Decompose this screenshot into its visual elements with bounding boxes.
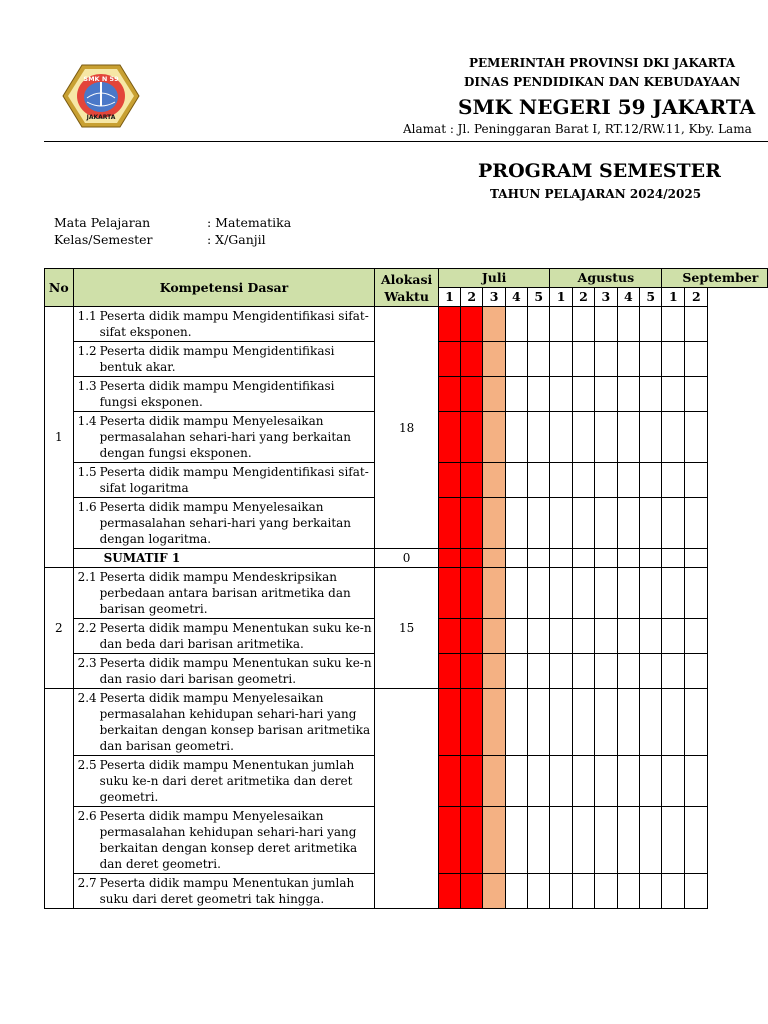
- spacer-cell: [708, 654, 768, 689]
- week-cell: [528, 619, 550, 654]
- kd-number: 1.3: [77, 379, 97, 393]
- week-cell: [685, 807, 708, 874]
- week-cell: [483, 463, 505, 498]
- week-cell: [438, 756, 460, 807]
- week-cell: [572, 549, 594, 568]
- header-week: 1: [438, 288, 460, 307]
- week-cell: [505, 807, 527, 874]
- week-cell: [595, 756, 617, 807]
- kd-cell: [73, 874, 375, 909]
- week-cell: [528, 874, 550, 909]
- kd-text: Peserta didik mampu Menentukan jumlah suku dari deret geometri tak hingga.: [99, 876, 355, 906]
- week-cell: [640, 412, 662, 463]
- week-cell: [662, 756, 685, 807]
- week-cell: [640, 874, 662, 909]
- kd-cell: [73, 568, 375, 619]
- header-week: 3: [595, 288, 617, 307]
- week-cell: [438, 689, 460, 756]
- kd-cell: [73, 463, 375, 498]
- week-cell: [662, 874, 685, 909]
- week-cell: [662, 342, 685, 377]
- semester-table-container: [44, 268, 768, 958]
- week-cell: [528, 412, 550, 463]
- kd-number: 1.2: [77, 344, 97, 358]
- week-cell: [483, 689, 505, 756]
- week-cell: [572, 463, 594, 498]
- week-cell: [528, 807, 550, 874]
- alokasi-cell: 18: [375, 307, 438, 549]
- week-cell: [662, 654, 685, 689]
- week-cell: [483, 654, 505, 689]
- week-cell: [662, 377, 685, 412]
- week-cell: [550, 756, 572, 807]
- week-cell: [461, 412, 483, 463]
- week-cell: [572, 619, 594, 654]
- kd-number: 2.5: [77, 758, 97, 772]
- header-month: September: [662, 269, 768, 288]
- week-cell: [572, 342, 594, 377]
- week-cell: [483, 568, 505, 619]
- header-week: 1: [550, 288, 572, 307]
- week-cell: [461, 549, 483, 568]
- group-number: 1: [45, 307, 74, 568]
- week-cell: [438, 412, 460, 463]
- summary-row: [45, 549, 768, 568]
- week-cell: [528, 307, 550, 342]
- week-cell: [685, 498, 708, 549]
- week-cell: [617, 342, 639, 377]
- week-cell: [528, 568, 550, 619]
- header-no: No: [45, 269, 74, 307]
- week-cell: [662, 412, 685, 463]
- kd-text: Peserta didik mampu Mengidentifikasi sifat-sifat logaritma: [99, 465, 369, 495]
- table-row: [45, 568, 768, 619]
- week-cell: [640, 342, 662, 377]
- week-cell: [461, 756, 483, 807]
- kd-number: 1.4: [77, 414, 97, 428]
- week-cell: [550, 874, 572, 909]
- week-cell: [617, 874, 639, 909]
- week-cell: [662, 619, 685, 654]
- week-cell: [617, 807, 639, 874]
- spacer-cell: [708, 307, 768, 342]
- kd-text: Peserta didik mampu Mengidentifikasi sifat-sifat eksponen.: [99, 309, 369, 339]
- week-cell: [685, 412, 708, 463]
- week-cell: [595, 874, 617, 909]
- week-cell: [572, 498, 594, 549]
- week-cell: [550, 619, 572, 654]
- kd-text: Peserta didik mampu Menentukan suku ke-n dan beda dari barisan aritmetika.: [99, 621, 372, 651]
- spacer-cell: [708, 342, 768, 377]
- week-cell: [595, 549, 617, 568]
- week-cell: [662, 549, 685, 568]
- spacer-cell: [708, 619, 768, 654]
- kd-number: 2.4: [77, 691, 97, 705]
- week-cell: [572, 654, 594, 689]
- week-cell: [483, 377, 505, 412]
- kd-cell: [73, 412, 375, 463]
- week-cell: [595, 463, 617, 498]
- week-cell: [528, 756, 550, 807]
- week-cell: [461, 307, 483, 342]
- kd-number: 2.1: [77, 570, 97, 584]
- table-row: [45, 307, 768, 342]
- week-cell: [550, 498, 572, 549]
- header-week: 4: [617, 288, 639, 307]
- week-cell: [550, 689, 572, 756]
- week-cell: [461, 342, 483, 377]
- logo-top-text: SMK N 59: [83, 75, 119, 83]
- week-cell: [572, 807, 594, 874]
- kd-cell: [73, 307, 375, 342]
- header-week: 4: [505, 288, 527, 307]
- week-cell: [528, 549, 550, 568]
- dept-header: DINAS PENDIDIKAN DAN KEBUDAYAAN: [464, 75, 741, 89]
- header-divider: [44, 141, 768, 142]
- table-row: [45, 689, 768, 756]
- week-cell: [438, 307, 460, 342]
- week-cell: [685, 463, 708, 498]
- week-cell: [662, 807, 685, 874]
- kd-text: Peserta didik mampu Menyelesaikan permasalahan sehari-hari yang berkaitan dengan logaritma.: [99, 500, 352, 546]
- group-number: 2: [45, 568, 74, 689]
- week-cell: [461, 498, 483, 549]
- week-cell: [461, 568, 483, 619]
- week-cell: [595, 807, 617, 874]
- spacer-cell: [708, 412, 768, 463]
- week-cell: [483, 619, 505, 654]
- week-cell: [685, 619, 708, 654]
- spacer-cell: [708, 756, 768, 807]
- week-cell: [438, 498, 460, 549]
- kd-cell: [73, 689, 375, 756]
- kd-cell: [73, 377, 375, 412]
- kd-text: Peserta didik mampu Menentukan suku ke-n dan rasio dari barisan geometri.: [99, 656, 372, 686]
- week-cell: [528, 463, 550, 498]
- week-cell: [572, 874, 594, 909]
- week-cell: [572, 756, 594, 807]
- week-cell: [640, 377, 662, 412]
- week-cell: [483, 412, 505, 463]
- week-cell: [550, 377, 572, 412]
- week-cell: [595, 412, 617, 463]
- week-cell: [550, 463, 572, 498]
- week-cell: [528, 498, 550, 549]
- header-week: 5: [528, 288, 550, 307]
- week-cell: [438, 568, 460, 619]
- week-cell: [483, 307, 505, 342]
- week-cell: [461, 807, 483, 874]
- summary-label: SUMATIF 1: [73, 549, 375, 568]
- header-week: 2: [685, 288, 708, 307]
- logo-bottom-text: JAKARTA: [86, 114, 116, 121]
- week-cell: [505, 756, 527, 807]
- week-cell: [685, 549, 708, 568]
- kd-number: 1.5: [77, 465, 97, 479]
- spacer-cell: [708, 807, 768, 874]
- week-cell: [505, 463, 527, 498]
- group-number: [45, 689, 74, 909]
- school-logo: [62, 64, 140, 128]
- week-cell: [572, 689, 594, 756]
- kd-number: 1.1: [77, 309, 97, 323]
- week-cell: [685, 342, 708, 377]
- week-cell: [438, 463, 460, 498]
- kd-text: Peserta didik mampu Mengidentifikasi fungsi eksponen.: [99, 379, 335, 409]
- header-week: 3: [483, 288, 505, 307]
- header-week: 2: [461, 288, 483, 307]
- week-cell: [461, 654, 483, 689]
- week-cell: [640, 463, 662, 498]
- week-cell: [505, 377, 527, 412]
- header-week: 1: [662, 288, 685, 307]
- week-cell: [595, 307, 617, 342]
- class-value: : X/Ganjil: [207, 232, 266, 247]
- week-cell: [685, 568, 708, 619]
- week-cell: [438, 807, 460, 874]
- week-cell: [461, 689, 483, 756]
- week-cell: [617, 307, 639, 342]
- header-spacer: [708, 288, 768, 307]
- kd-text: Peserta didik mampu Menyelesaikan permasalahan kehidupan sehari-hari yang berkaitan dengan konsep deret aritmetika dan deret geometri.: [99, 809, 358, 871]
- spacer-cell: [708, 568, 768, 619]
- doc-title: PROGRAM SEMESTER: [478, 160, 721, 182]
- header-month: Agustus: [550, 269, 662, 288]
- header-kompetensi-dasar: Kompetensi Dasar: [73, 269, 375, 307]
- kd-number: 1.6: [77, 500, 97, 514]
- week-cell: [685, 307, 708, 342]
- week-cell: [505, 689, 527, 756]
- week-cell: [505, 549, 527, 568]
- kd-number: 2.3: [77, 656, 97, 670]
- week-cell: [461, 463, 483, 498]
- week-cell: [550, 307, 572, 342]
- week-cell: [528, 654, 550, 689]
- week-cell: [595, 342, 617, 377]
- doc-subtitle: TAHUN PELAJARAN 2024/2025: [490, 187, 702, 201]
- kd-cell: [73, 807, 375, 874]
- week-cell: [461, 874, 483, 909]
- week-cell: [617, 412, 639, 463]
- week-cell: [662, 568, 685, 619]
- week-cell: [617, 463, 639, 498]
- kd-cell: [73, 342, 375, 377]
- kd-text: Peserta didik mampu Menyelesaikan permasalahan kehidupan sehari-hari yang berkaitan dengan konsep barisan aritmetika dan barisan geometri.: [99, 691, 371, 753]
- kd-cell: [73, 619, 375, 654]
- week-cell: [640, 807, 662, 874]
- alokasi-cell: [375, 689, 438, 909]
- week-cell: [662, 498, 685, 549]
- week-cell: [685, 654, 708, 689]
- kd-number: 2.6: [77, 809, 97, 823]
- kd-cell: [73, 756, 375, 807]
- spacer-cell: [708, 689, 768, 756]
- school-name: SMK NEGERI 59 JAKARTA: [458, 95, 756, 119]
- week-cell: [572, 307, 594, 342]
- week-cell: [438, 619, 460, 654]
- week-cell: [595, 377, 617, 412]
- week-cell: [483, 874, 505, 909]
- week-cell: [483, 756, 505, 807]
- week-cell: [617, 498, 639, 549]
- alokasi-cell: 15: [375, 568, 438, 689]
- week-cell: [550, 568, 572, 619]
- header-month: Juli: [438, 269, 550, 288]
- week-cell: [505, 307, 527, 342]
- week-cell: [662, 463, 685, 498]
- kd-text: Peserta didik mampu Menyelesaikan permasalahan sehari-hari yang berkaitan dengan fungsi eksponen.: [99, 414, 352, 460]
- header-week: 2: [572, 288, 594, 307]
- week-cell: [685, 377, 708, 412]
- kd-cell: [73, 654, 375, 689]
- week-cell: [483, 498, 505, 549]
- semester-table: [44, 268, 768, 909]
- week-cell: [461, 619, 483, 654]
- header-alokasi-waktu: Alokasi Waktu: [375, 269, 438, 307]
- week-cell: [483, 807, 505, 874]
- subject-value: : Matematika: [207, 215, 292, 230]
- spacer-cell: [708, 549, 768, 568]
- week-cell: [505, 654, 527, 689]
- week-cell: [640, 654, 662, 689]
- spacer-cell: [708, 377, 768, 412]
- week-cell: [528, 377, 550, 412]
- week-cell: [438, 377, 460, 412]
- subject-label: Mata Pelajaran: [54, 215, 151, 230]
- week-cell: [550, 654, 572, 689]
- kd-number: 2.2: [77, 621, 97, 635]
- week-cell: [617, 619, 639, 654]
- week-cell: [505, 342, 527, 377]
- week-cell: [505, 568, 527, 619]
- spacer-cell: [708, 498, 768, 549]
- kd-number: 2.7: [77, 876, 97, 890]
- week-cell: [438, 874, 460, 909]
- week-cell: [505, 874, 527, 909]
- week-cell: [550, 807, 572, 874]
- week-cell: [595, 568, 617, 619]
- week-cell: [617, 568, 639, 619]
- week-cell: [483, 549, 505, 568]
- week-cell: [550, 342, 572, 377]
- kd-cell: [73, 498, 375, 549]
- week-cell: [572, 568, 594, 619]
- spacer-cell: [708, 463, 768, 498]
- week-cell: [528, 342, 550, 377]
- week-cell: [685, 689, 708, 756]
- week-cell: [550, 549, 572, 568]
- week-cell: [640, 568, 662, 619]
- week-cell: [617, 689, 639, 756]
- week-cell: [640, 756, 662, 807]
- week-cell: [640, 619, 662, 654]
- week-cell: [438, 654, 460, 689]
- week-cell: [617, 654, 639, 689]
- summary-alokasi: 0: [375, 549, 438, 568]
- gov-header: PEMERINTAH PROVINSI DKI JAKARTA: [469, 56, 736, 70]
- week-cell: [438, 549, 460, 568]
- school-address: Alamat : Jl. Peninggaran Barat I, RT.12/RW.11, Kby. Lama: [403, 122, 752, 136]
- header-week: 5: [640, 288, 662, 307]
- week-cell: [685, 874, 708, 909]
- kd-text: Peserta didik mampu Menentukan jumlah suku ke-n dari deret aritmetika dan deret geometri.: [99, 758, 355, 804]
- week-cell: [572, 412, 594, 463]
- week-cell: [640, 549, 662, 568]
- kd-text: Peserta didik mampu Mendeskripsikan perbedaan antara barisan aritmetika dan barisan geometri.: [99, 570, 351, 616]
- week-cell: [662, 689, 685, 756]
- class-label: Kelas/Semester: [54, 232, 153, 247]
- week-cell: [617, 549, 639, 568]
- week-cell: [483, 342, 505, 377]
- kd-text: Peserta didik mampu Mengidentifikasi bentuk akar.: [99, 344, 335, 374]
- week-cell: [640, 498, 662, 549]
- week-cell: [505, 412, 527, 463]
- week-cell: [662, 307, 685, 342]
- week-cell: [528, 689, 550, 756]
- week-cell: [617, 377, 639, 412]
- week-cell: [595, 498, 617, 549]
- week-cell: [617, 756, 639, 807]
- week-cell: [550, 412, 572, 463]
- week-cell: [505, 619, 527, 654]
- week-cell: [595, 654, 617, 689]
- week-cell: [461, 377, 483, 412]
- week-cell: [595, 689, 617, 756]
- week-cell: [640, 689, 662, 756]
- spacer-cell: [708, 874, 768, 909]
- week-cell: [438, 342, 460, 377]
- week-cell: [595, 619, 617, 654]
- week-cell: [572, 377, 594, 412]
- week-cell: [640, 307, 662, 342]
- week-cell: [685, 756, 708, 807]
- week-cell: [505, 498, 527, 549]
